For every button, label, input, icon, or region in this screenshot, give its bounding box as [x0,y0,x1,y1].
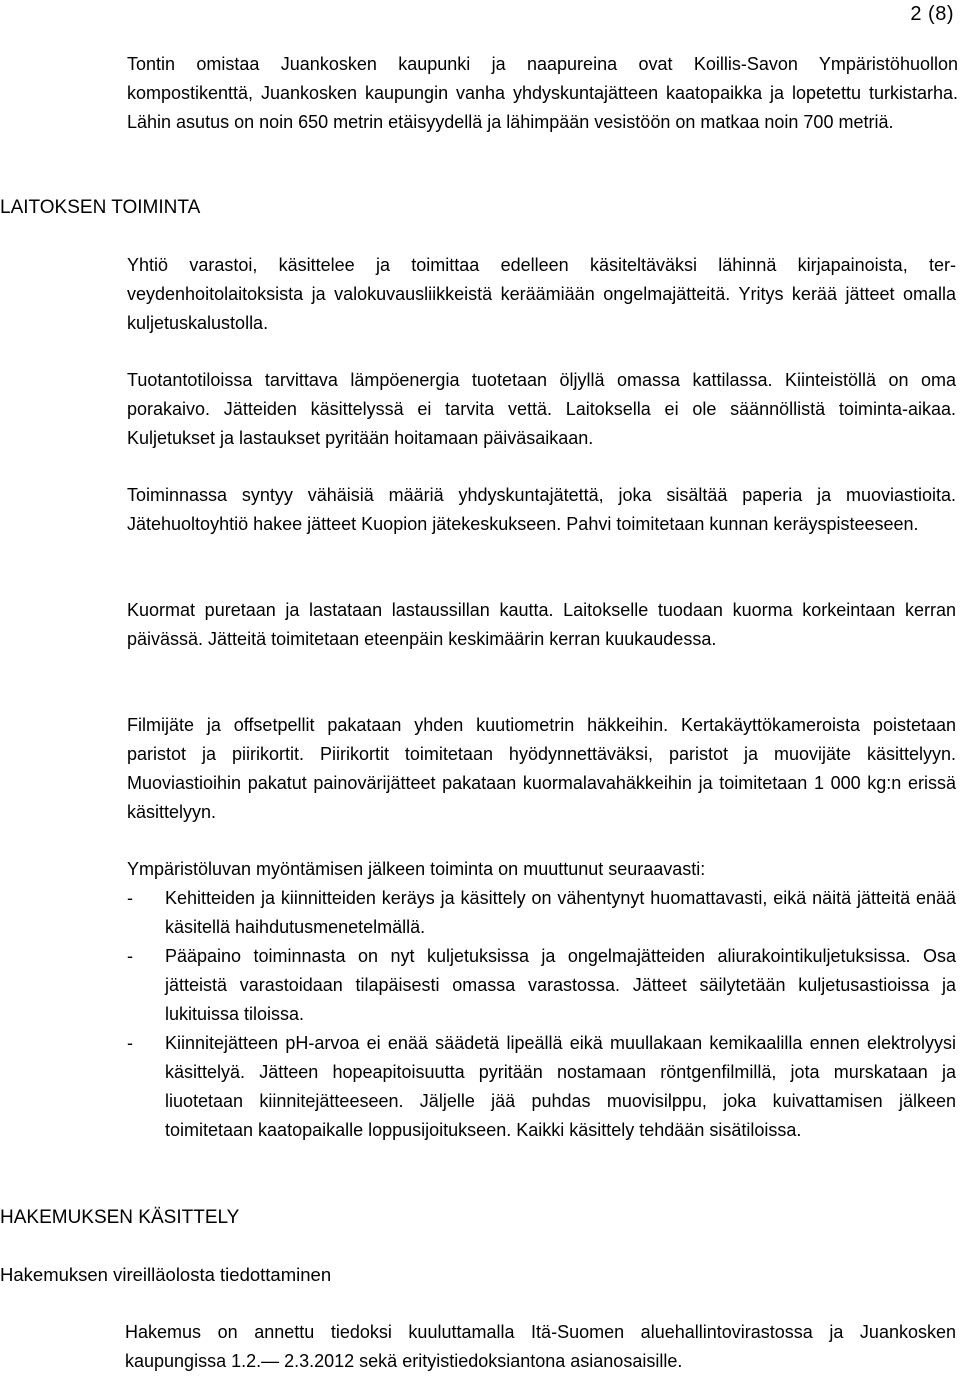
changes-intro: Ympäristöluvan myöntämisen jälkeen toiminta on muuttunut seuraavasti: [127,859,706,879]
paragraph-energy: Tuotantotiloissa tarvittava lämpöenergia tuotetaan öljyllä omassa kattilassa. Kiinteistöllä on oma porakaivo. Jätteiden käsittelyssä ei tarvita vettä. Laitoksella ei ole säännöllistä toiminta-aikaa. Kuljetukset ja lastaukset pyritään hoitamaan päiväsaikaan. [127,370,956,448]
dash-bullet: - [127,1033,133,1053]
list-item [127,942,956,1029]
paragraph-packaging: Filmijäte ja offsetpellit pakataan yhden kuutiometrin häkkeihin. Kertakäyttökameroista poistetaan paristot ja piirikortit. Piirikortit toimitetaan hyödynnettäväksi, paristot ja muovijäte käsittelyyn. Muoviastioihin pakatut painovärijätteet pakataan kuormalavahäkkeihin ja toimitetaan 1 000 kg:n erissä käsittelyyn. [127,715,956,822]
paragraph-storage: Yhtiö varastoi, käsittelee ja toimittaa edelleen käsiteltäväksi lähinnä kirjapainoista, terveydenhoitolaitoksista ja valokuvausliikkeistä keräämiään ongelmajätteitä. Yritys kerää jätteet omalla kuljetuskalustolla. [127,255,956,333]
list-item [127,1029,956,1145]
paragraph-loading: Kuormat puretaan ja lastataan lastaussillan kautta. Laitokselle tuodaan kuorma korkeintaan kerran päivässä. Jätteitä toimitetaan eteenpäin keskimäärin kerran kuukaudessa. [127,600,956,649]
dash-bullet: - [127,946,133,966]
dash-bullet: - [127,888,133,908]
list-item-text: Kehitteiden ja kiinnitteiden keräys ja käsittely on vähentynyt huomattavasti, eikä näitä jätteitä enää käsitellä haihdutusmenetelmällä. [165,888,956,937]
section-heading-hakemuksen-kasittely: HAKEMUKSEN KÄSITTELY [0,1207,240,1228]
intro-paragraph: Tontin omistaa Juankosken kaupunki ja naapureina ovat Koillis-Savon Ympäristöhuollon kompostikenttä, Juankosken kaupungin vanha yhdyskuntajätteen kaatopaikka ja lopetettu turkistarha. Lähin asutus on noin 650 metrin etäisyydellä ja lähimpään vesistöön on matkaa noin 700 metriä. [127,54,958,132]
changes-list [127,884,956,1145]
list-item [127,884,956,942]
paragraph-announcement: Hakemus on annettu tiedoksi kuuluttamalla Itä-Suomen aluehallintovirastossa ja Juankosken kaupungissa 1.2.— 2.3.2012 sekä erityistiedoksiantona asianosaisille. [125,1322,956,1371]
paragraph-waste: Toiminnassa syntyy vähäisiä määriä yhdyskuntajätettä, joka sisältää paperia ja muoviastioita. Jätehuoltoyhtiö hakee jätteet Kuopion jätekeskukseen. Pahvi toimitetaan kunnan keräyspisteeseen. [127,485,956,534]
list-item-text: Kiinnitejätteen pH-arvoa ei enää säädetä lipeällä eikä muullakaan kemikaalilla ennen elektrolyysi käsittelyä. Jätteen hopeapitoisuutta pyritään nostamaan röntgenfilmillä, jota murskataan ja liuotetaan kiinnitejätteeseen. Jäljelle jää puhdas muovisilppu, joka kuivattamisen jälkeen toimitetaan kaatopaikalle loppusijoitukseen. Kaikki käsittely tehdään sisätiloissa. [165,1033,956,1140]
page-number: 2 (8) [910,3,954,25]
changes-block [127,855,956,1145]
section-heading-laitoksen-toiminta: LAITOKSEN TOIMINTA [0,197,201,218]
list-item-text: Pääpaino toiminnasta on nyt kuljetuksissa ja ongelmajätteiden aliurakointikuljetuksissa. Osa jätteistä varastoidaan tilapäisesti omassa varastossa. Jätteet säilytetään kuljetusastioissa ja lukituissa tiloissa. [165,946,956,1024]
subheading-vireillaolo: Hakemuksen vireilläolosta tiedottaminen [0,1264,332,1285]
